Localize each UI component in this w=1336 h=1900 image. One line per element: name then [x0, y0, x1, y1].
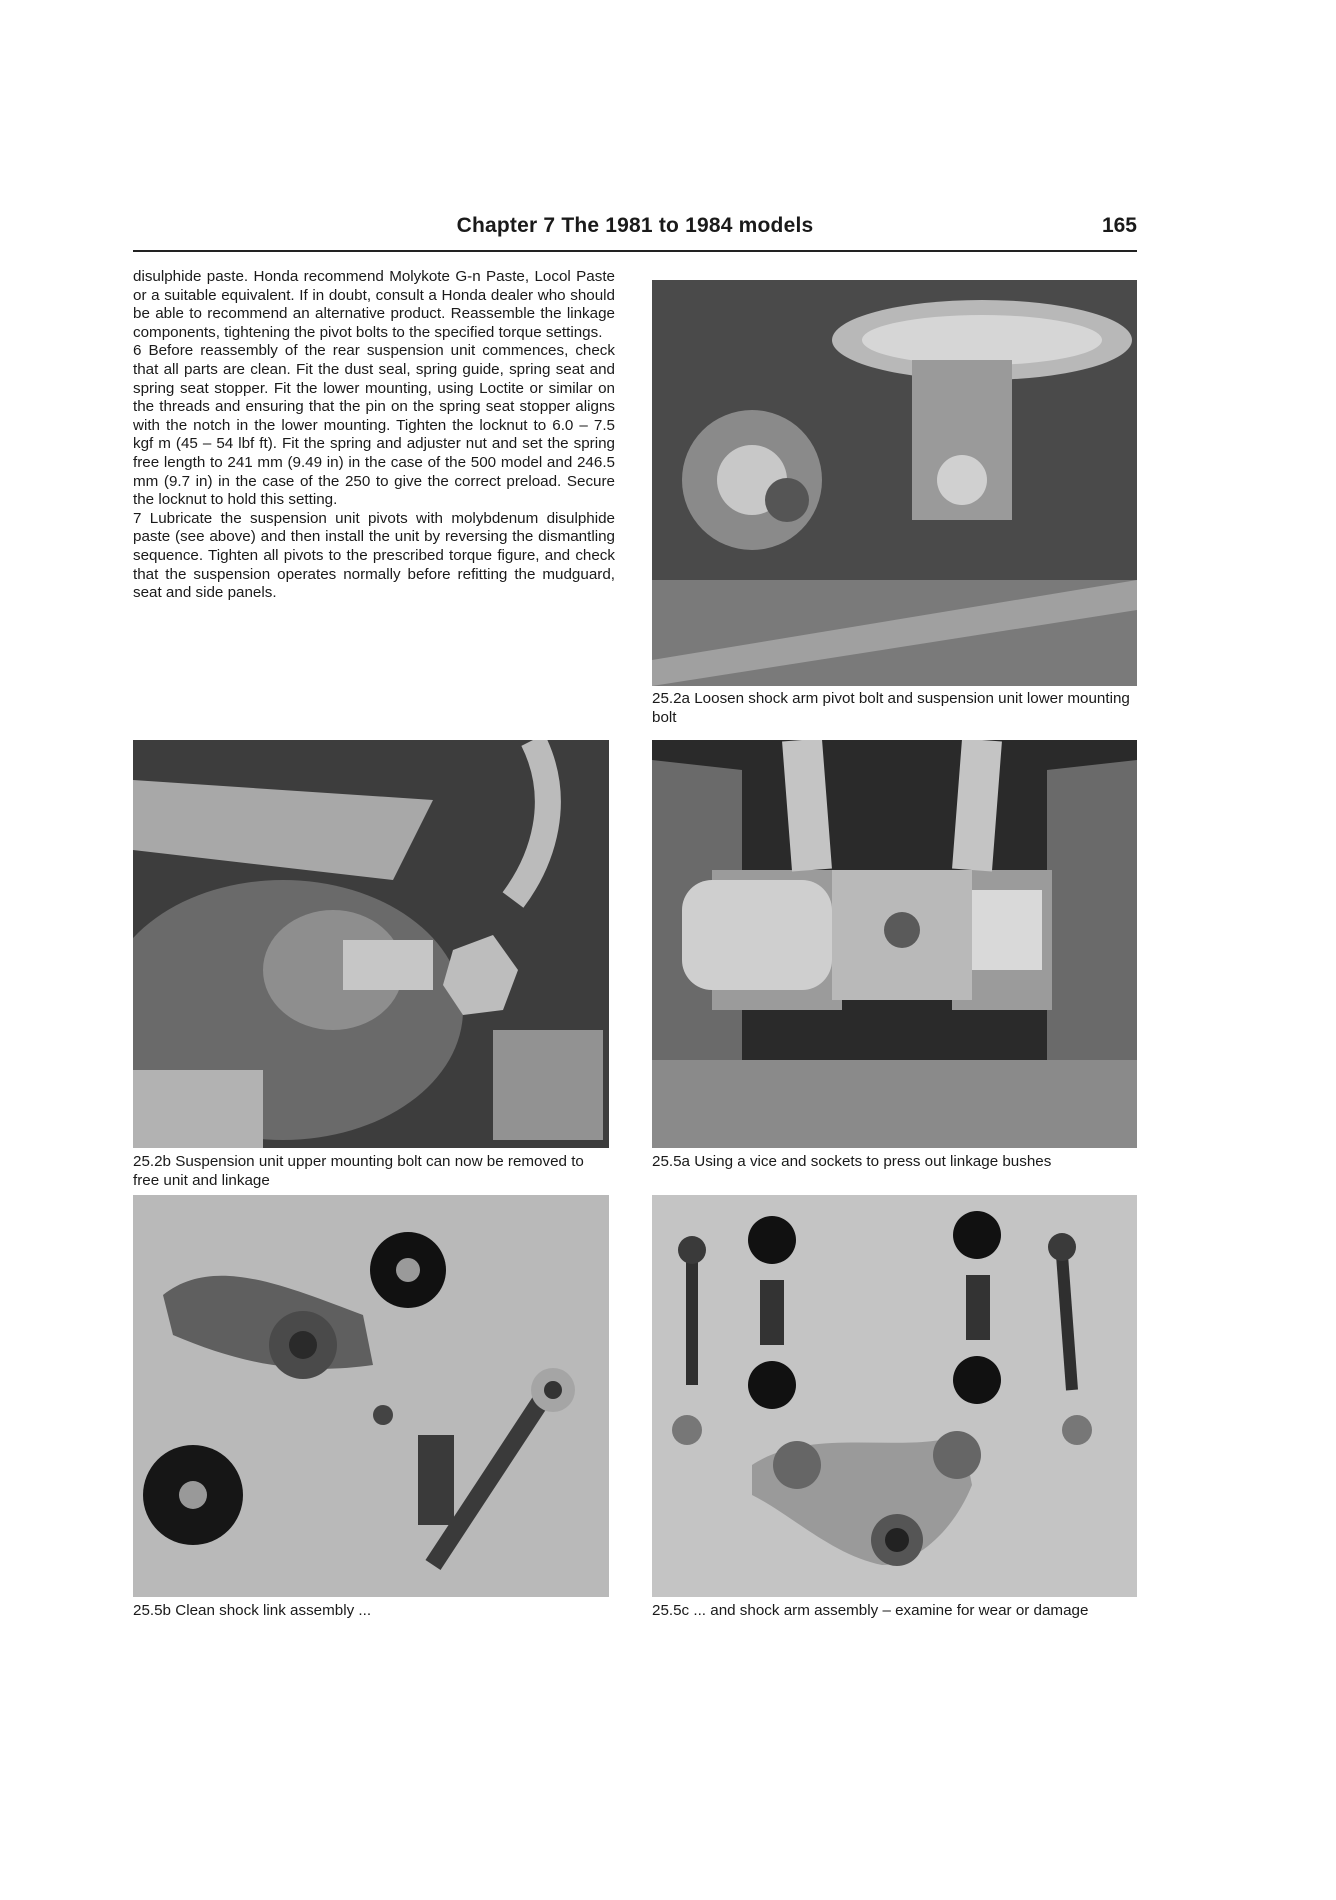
page-number: 165	[1101, 214, 1137, 237]
photo-upper-mounting-bolt	[133, 740, 609, 1148]
page-header	[133, 214, 1137, 252]
caption-25-2b: 25.2b Suspension unit upper mounting bolt can now be removed to free unit and linkage	[133, 1153, 584, 1189]
photo-shock-link-assembly	[133, 1195, 609, 1597]
caption-25-5c: 25.5c ... and shock arm assembly – examine for wear or damage	[652, 1602, 1089, 1619]
photo-shock-arm-assembly	[652, 1195, 1137, 1597]
photo-shock-arm-pivot	[652, 280, 1137, 686]
caption-25-5a: 25.5a Using a vice and sockets to press out linkage bushes	[652, 1153, 1052, 1170]
caption-25-5b: 25.5b Clean shock link assembly ...	[133, 1602, 372, 1619]
paragraph: 7 Lubricate the suspension unit pivots with molybdenum disulphide paste (see above) and then install the unit by reversing the dismantling sequence. Tighten all pivots to the prescribed torque figure, and check that the suspension operates normally before refitting the mudguard, seat and side panels.	[133, 509, 615, 602]
chapter-title: Chapter 7 The 1981 to 1984 models	[456, 214, 814, 237]
photo-vice-press-bushes	[652, 740, 1137, 1148]
paragraph: disulphide paste. Honda recommend Molykote G-n Paste, Locol Paste or a suitable equivalent. If in doubt, consult a Honda dealer who should be able to recommend an alternative product. Reassemble the linkage components, tightening the pivot bolts to the specified torque settings.	[133, 268, 615, 341]
paragraph: 6 Before reassembly of the rear suspension unit commences, check that all parts are clean. Fit the dust seal, spring guide, spring seat and spring seat stopper. Fit the lower mounting, using Loctite or similar on the threads and ensuring that the pin on the spring seat stopper aligns with the notch in the lower mounting. Tighten the locknut to 6.0 – 7.5 kgf m (45 – 54 lbf ft). Fit the spring and adjuster nut and set the spring free length to 241 mm (9.49 in) in the case of the 500 model and 246.5 mm (9.7 in) in the case of the 250 to give the correct preload. Secure the locknut to hold this setting.	[133, 342, 615, 509]
caption-25-2a: 25.2a Loosen shock arm pivot bolt and suspension unit lower mounting bolt	[652, 690, 1130, 726]
body-text	[133, 268, 615, 603]
